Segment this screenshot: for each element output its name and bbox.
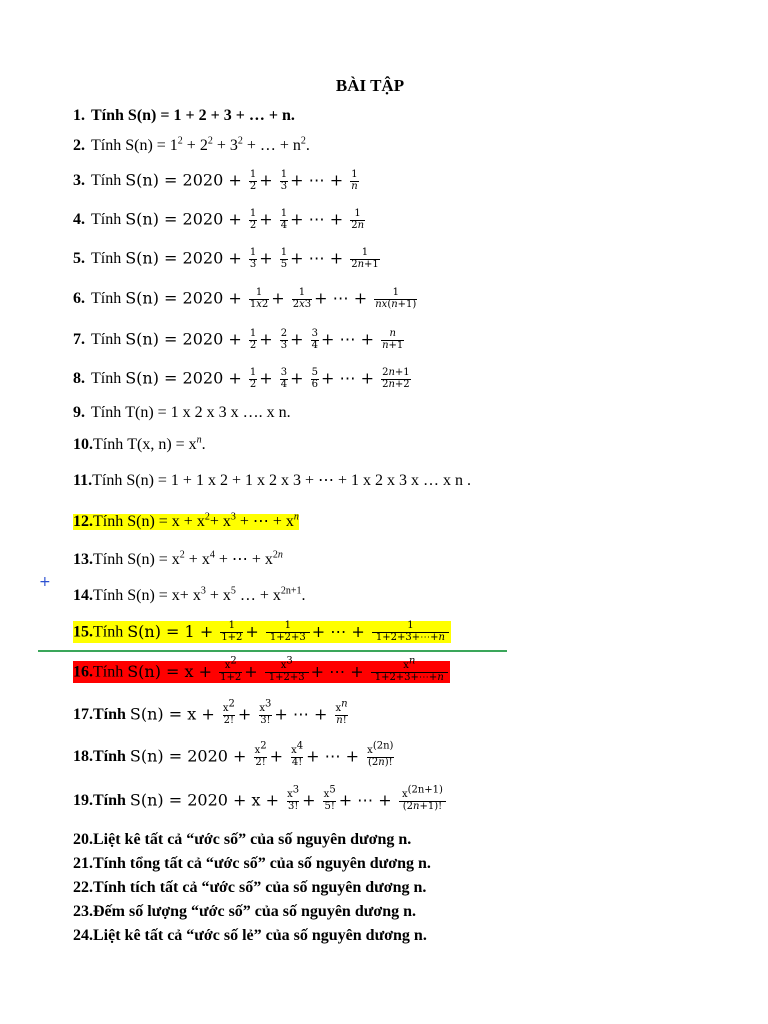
item-number: 16. [73,663,93,681]
item-lead: Tính [93,663,124,681]
highlight-yellow [73,621,451,643]
item-number: 12. [73,513,93,530]
item-number: 23. [73,903,93,920]
item-number: 8. [73,370,85,387]
item-formula: S(n) = 2020 + $\frac{1}{2}$ + $\frac{1}{4}$ + ⋯ + $\frac{1}{2n}$ [125,208,365,231]
exercise-4 [73,205,367,235]
item-lead: Tính [91,370,122,387]
item-number: 6. [73,290,85,307]
item-lead: Tính [91,290,122,307]
exercise-15 [73,617,451,647]
item-number: 3. [73,172,85,189]
item-text: Liệt kê tất cả “ước số” của số nguyên dương n. [93,831,412,848]
item-formula: S(n) = 2020 + $\frac{1}{2}$ + $\frac{1}{3}$ + ⋯ + $\frac{1}{n}$ [125,169,358,192]
item-text: Tính tích tất cả “ước số” của số nguyên dương n. [93,879,427,896]
item-formula: T(x, $n) = x^n$. [127,434,206,453]
item-number: 21. [73,855,93,872]
item-number: 1. [73,107,85,124]
page-title: BÀI TẬP [335,76,405,95]
item-formula: $S(n) = 1^2 + 2^2 + 3^2$ + … + $n^2$. [125,135,310,154]
item-formula: S(n) = 2020 + $\frac{1}{2}$ + $\frac{3}{4}$ + $\frac{5}{6}$ + ⋯ + $\frac{2n+1}{2n+2}$ [125,367,410,390]
exercise-13 [73,545,283,575]
item-number: 13. [73,551,93,568]
item-formula: S(n) = 2020 + $\frac{1}{2}$ + $\frac{2}{3}$ + $\frac{3}{4}$ + ⋯ + $\frac{n}{n+1}$ [125,328,404,351]
item-number: 20. [73,831,93,848]
item-formula: S(n) = 1 + 2 + 3 + … + n. [127,107,295,124]
item-number: 15. [73,623,93,641]
highlight-red [73,655,450,683]
exercise-12 [73,507,299,537]
item-lead: Tính [91,137,122,154]
item-lead: Tính [91,211,122,228]
exercise-1 [73,101,295,131]
exercise-17 [73,700,351,730]
item-lead: Tính [91,404,122,421]
item-formula: S(n) = 2020 + x + $\frac{x^3}{3!}$ + $\frac{x^5}{5!}$ + ⋯ + $\frac{x^{(2n+1)}}{(2n+1)!}$ [130,790,448,812]
item-lead: Tính [91,331,122,348]
item-number: 19. [73,792,93,809]
item-formula: $S(n) = x + x^2+ x^3$ + ⋯ + $x^n$ [127,511,299,530]
item-lead: Tính [93,551,124,568]
item-formula: S(n) = x + $\frac{x^2}{1+2}$ + $\frac{x^3}{1+2+3}$ + ⋯ + $\frac{x^n}{1+2+3+\cdots+n}$ [127,662,450,681]
item-lead: Tính [93,748,126,765]
item-text: Liệt kê tất cả “ước số lẻ” của số nguyên dương n. [93,927,427,944]
exercise-11 [73,466,471,496]
item-number: 14. [73,587,93,604]
exercise-6 [73,284,419,314]
exercise-24 [73,921,427,951]
item-number: 22. [73,879,93,896]
item-number: 2. [73,137,85,154]
item-number: 24. [73,927,93,944]
item-lead: Tính [93,513,124,530]
item-lead: Tính [93,587,124,604]
divider-line [38,650,507,652]
exercise-10 [73,430,206,460]
item-lead: Tính [93,706,126,723]
item-number: 18. [73,748,93,765]
item-number: 7. [73,331,85,348]
item-lead: Tính [93,792,126,809]
exercise-3 [73,166,361,196]
item-formula: T(n) = 1 x 2 x 3 x …. x n. [125,404,291,421]
exercise-7 [73,325,406,355]
item-lead: Tính [93,623,124,641]
item-formula: S(n) = 1 + $\frac{1}{1+2}$ + $\frac{1}{1+2+3}$ + ⋯ + $\frac{1}{1+2+3+\cdots+n}$ [127,622,451,641]
exercise-8 [73,364,413,394]
item-lead: Tính [91,250,122,267]
item-formula: $S(n) = x^2 + x^4$ + ⋯ + $x^{2n}$ [127,549,283,568]
item-number: 10. [73,436,93,453]
item-formula: S(n) = 2020 + $\frac{1}{3}$ + $\frac{1}{5}$ + ⋯ + $\frac{1}{2n+1}$ [125,247,379,270]
exercise-19 [73,786,448,816]
plus-marker: + [39,574,51,590]
exercise-14 [73,581,306,611]
item-number: 11. [73,472,93,489]
item-formula: S(n) = 2020 + $\frac{x^2}{2!}$ + $\frac{x^4}{4!}$ + ⋯ + $\frac{x^{(2n)}}{(2n)!}$ [129,740,394,768]
highlight-yellow [73,511,299,530]
item-lead: Tính [93,436,124,453]
item-formula: S(n) = x + $\frac{x^2}{2!}$ + $\frac{x^3}{3!}$ + ⋯ + $\frac{x^n}{n!}$ [129,698,348,726]
item-formula: $S(n) = x+ x^3 + x^5$ … + $x^{2n+1}$. [127,585,306,604]
item-text: Tính tổng tất cả “ước số” của số nguyên dương n. [93,855,431,872]
item-lead: Tính [91,172,122,189]
item-number: 9. [73,404,85,421]
item-formula: S(n) = 1 + 1 x 2 + 1 x 2 x 3 + ⋯ + 1 x 2 x 3 x … x n . [126,472,472,489]
item-number: 17. [73,706,93,723]
exercise-2 [73,131,310,161]
exercise-9 [73,398,291,428]
item-lead: Tính [91,107,124,124]
exercise-16 [73,657,450,687]
item-formula: S(n) = 2020 + $\frac{1}{1x2}$ + $\frac{1}{2x3}$ + ⋯ + $\frac{1}{nx(n+1)}$ [125,287,417,310]
item-number: 5. [73,250,85,267]
exercise-5 [73,244,382,274]
item-lead: Tính [92,472,123,489]
exercise-18 [73,742,396,772]
item-text: Đếm số lượng “ước số” của số nguyên dương n. [93,903,416,920]
item-number: 4. [73,211,85,228]
